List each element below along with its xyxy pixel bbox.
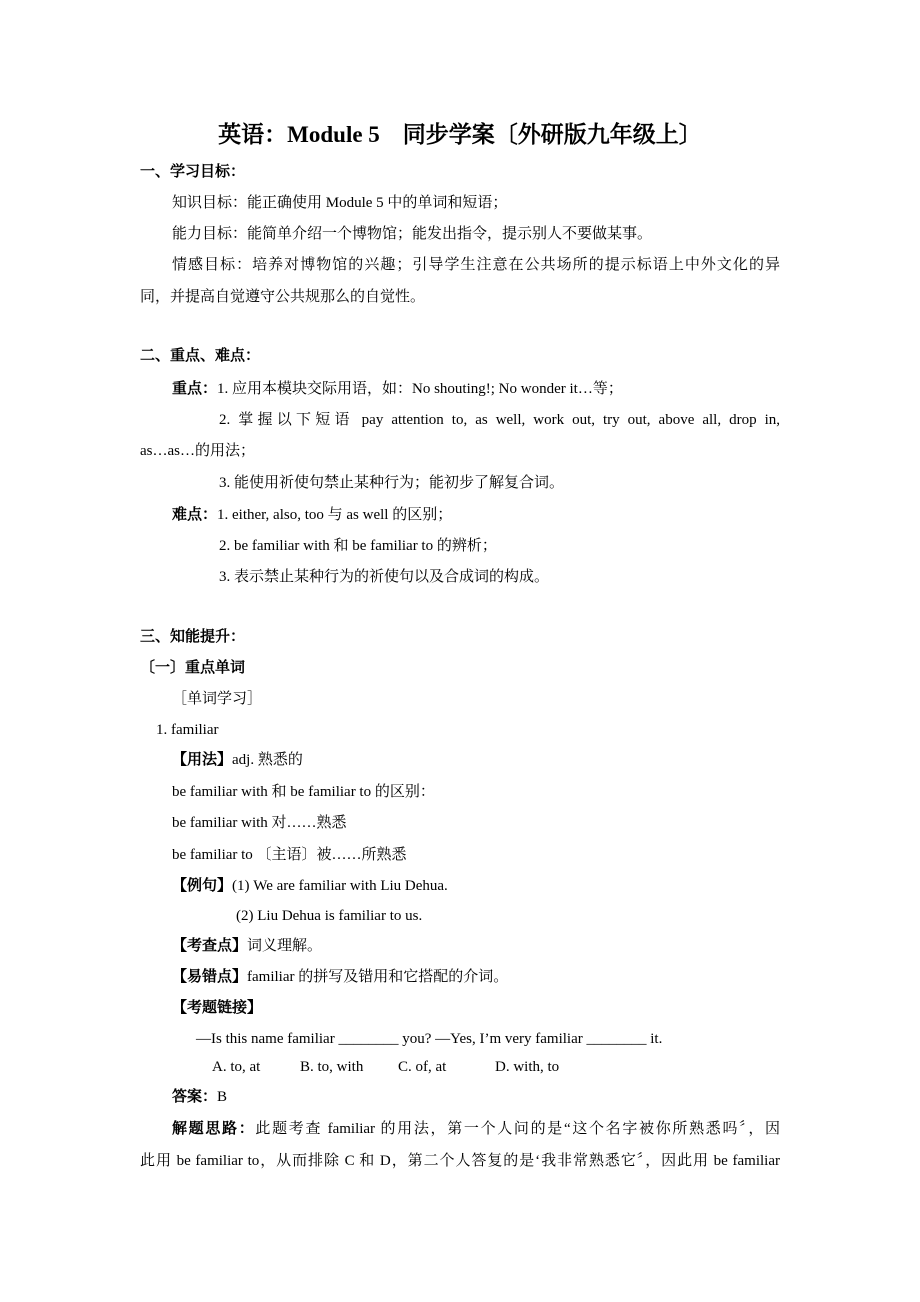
example-label: 【例句】 [172,878,233,894]
answer-value: B [217,1089,228,1105]
option-b: B. to, with [300,1059,364,1075]
key-point-3: 3. 能使用祈使句禁止某种行为；能初步了解复合词。 [219,475,565,491]
answer-line [172,1087,227,1107]
knowledge-goal: 知识目标：能正确使用 Module 5 中的单词和短语； [172,195,508,211]
check-point [172,936,322,956]
usage-text: adj. 熟悉的 [232,752,303,768]
exam-link-label: 【考题链接】 [172,1000,263,1016]
key-label: 重点： [172,381,218,397]
sub-heading-key-words: 〔一〕重点单词 [140,660,246,676]
answer-label: 答案： [172,1089,218,1105]
word-study-label: ［单词学习］ [172,691,263,707]
ability-goal: 能力目标：能简单介绍一个博物馆；能发出指令，提示别人不要做某事。 [172,226,653,242]
key-point-2-line-1: 2. 掌握以下短语 pay attention to, as well, work out, try out, above all, drop in, [219,412,780,428]
difference-line: be familiar with 和 be familiar to 的区别： [172,784,435,800]
error-label: 【易错点】 [172,969,248,985]
difficulty-2: 2. be familiar with 和 be familiar to 的辨析； [219,538,497,554]
exam-question: —Is this name familiar ________ you? —Yes, I’m very familiar ________ it. [196,1031,663,1047]
emotion-goal-line-2: 同，并提高自觉遵守公共规那么的自觉性。 [140,289,426,305]
error-point [172,967,508,987]
difficulty-label: 难点： [172,507,218,523]
usage-line [172,750,303,770]
example-2: (2) Liu Dehua is familiar to us. [236,908,423,924]
example-1-text: (1) We are familiar with Liu Dehua. [232,878,448,894]
option-c: C. of, at [398,1059,447,1075]
error-text: familiar 的拼写及错用和它搭配的介词。 [247,969,509,985]
difficulty-1 [172,505,452,525]
key-point-1-text: 1. 应用本模块交际用语，如：No shouting!; No wonder it…等； [217,381,623,397]
solution-idea-line-1 [172,1119,780,1139]
solution-idea-line-2: 此用 be familiar to，从而排除 C 和 D，第二个人答复的是‘我非常熟悉它〞，因此用 be familiar [140,1153,780,1169]
section-1-heading: 一、学习目标： [140,164,246,180]
idea-label: 解题思路： [172,1121,256,1137]
familiar-to-line: be familiar to 〔主语〕被……所熟悉 [172,847,407,863]
section-2-heading: 二、重点、难点： [140,348,261,364]
section-3-heading: 三、知能提升： [140,629,246,645]
option-d: D. with, to [495,1059,560,1075]
usage-label: 【用法】 [172,752,233,768]
check-label: 【考查点】 [172,938,248,954]
example-1 [172,876,448,896]
key-point-2-line-2: as…as…的用法； [140,443,255,459]
option-a: A. to, at [212,1059,261,1075]
check-text: 词义理解。 [247,938,323,954]
difficulty-1-text: 1. either, also, too 与 as well 的区别； [217,507,453,523]
emotion-goal-line-1: 情感目标：培养对博物馆的兴趣；引导学生注意在公共场所的提示标语上中外文化的异 [172,257,780,273]
difficulty-3: 3. 表示禁止某种行为的祈使句以及合成词的构成。 [219,569,550,585]
word-familiar: 1. familiar [156,722,219,738]
idea-text-1: 此题考查 familiar 的用法，第一个人问的是“这个名字被你所熟悉吗〞，因 [255,1121,780,1137]
familiar-with-line: be familiar with 对……熟悉 [172,815,347,831]
key-point-1 [172,379,623,399]
document-title: 英语：Module 5 同步学案〔外研版九年级上〕 [218,122,702,147]
